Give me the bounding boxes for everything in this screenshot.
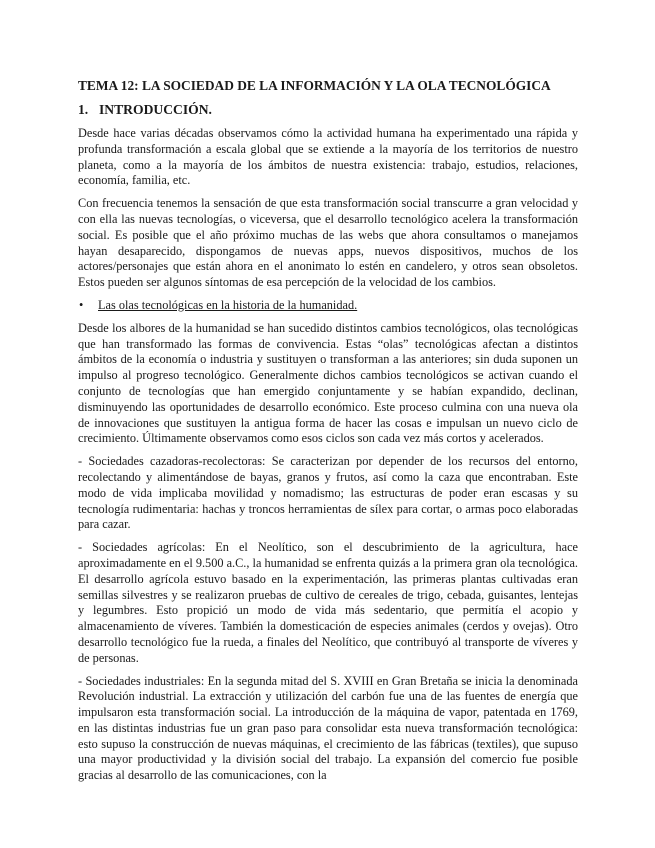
section-heading-text: INTRODUCCIÓN. [99,102,212,117]
paragraph-agricolas: - Sociedades agrícolas: En el Neolítico, son el descubrimiento de la agricultura, hace aproximadamente en el 9.500 a.C., la humanidad se enfrenta quizás a la primera gran ola tecnológica. El desarrollo agrícola estuvo basado en la experimentación, las primeras plantas cultivadas eran semillas silvestres y se realizaron pruebas de cultivo de cereales de trigo, cebada, guisantes, lentejas y legumbres. Esto propició un modo de vida más sedentario, que permitía el acopio y almacenamiento de víveres. También la domesticación de especies animales (cerdos y ovejas). Otro desarrollo tecnológico fue la rueda, a finales del Neolítico, que contribuyó al transporte de víveres y de personas. [78,540,578,665]
paragraph-cazadoras: - Sociedades cazadoras-recolectoras: Se caracterizan por depender de los recursos del entorno, recolectando y alimentándose de bayas, granos y frutos, así como la caza que encontraban. Este modo de vida implicaba movilidad y nomadismo; las estructuras de poder eran escasas y su tecnología rudimentaria: hachas y troncos herramientas de sílex para cortar, o armas poco elaboradas para cazar. [78,454,578,532]
section-number: 1. [78,102,89,117]
paragraph-intro-2: Con frecuencia tenemos la sensación de que esta transformación social transcurre a gran velocidad y con ella las nuevas tecnologías, o viceversa, que el desarrollo tecnológico acelera la transformación social. Es posible que el año próximo muchas de las webs que ahora consultamos o manejamos hayan desaparecido, dispongamos de nuevas apps, nuevos dispositivos, muchos de los actores/personajes que están ahora en el anonimato lo estén en candelero, y otros sean obsoletos. Estos pueden ser algunos síntomas de esa percepción de la velocidad de los cambios. [78,196,578,290]
bullet-marker: • [79,297,84,312]
bullet-heading-text: Las olas tecnológicas en la historia de la humanidad. [98,297,358,312]
document-page [78,78,578,784]
paragraph-industriales: - Sociedades industriales: En la segunda mitad del S. XVIII en Gran Bretaña se inicia la denominada Revolución industrial. La extracción y utilización del carbón fue una de las fuentes de energía que impulsaron esta transformación social. La introducción de la máquina de vapor, patentada en 1769, en las distintas industrias fue un gran paso para consolidar esta nueva transformación tecnológica: esto supuso la construcción de nuevas máquinas, el crecimiento de las fábricas (textiles), que supuso una mayor productividad y la división social del trabajo. La expansión del comercio fue posible gracias al desarrollo de las comunicaciones, con la [78,673,578,783]
section-heading-introduccion [78,102,578,118]
document-title: TEMA 12: LA SOCIEDAD DE LA INFORMACIÓN Y LA OLA TECNOLÓGICA [78,78,551,93]
paragraph-intro-1: Desde hace varias décadas observamos cómo la actividad humana ha experimentado una rápida y profunda transformación a escala global que se extiende a la mayoría de los territorios de nuestro planeta, como a la mayoría de los ámbitos de nuestra existencia: trabajo, estudios, relaciones, economía, familia, etc. [78,126,578,188]
bullet-item-olas [78,298,578,314]
paragraph-olas: Desde los albores de la humanidad se han sucedido distintos cambios tecnológicos, olas tecnológicas que han transformado las formas de convivencia. Estas “olas” tecnológicas afectan a distintos ámbitos de la economía o industria y sustituyen o transforman a las anteriores; sin duda suponen un impulso al progreso tecnológico. Generalmente dichos cambios tecnológicos se activan cuando el conjunto de tecnologías que han emergido conjuntamente y se habían expandido, declinan, disminuyendo las oportunidades de desarrollo económico. Este proceso culmina con una nueva ola de innovaciones que sustituyen la antigua forma de hacer las cosas e impulsan un nuevo ciclo de crecimiento. Últimamente observamos como esos ciclos son cada vez más cortos y acelerados. [78,320,578,446]
